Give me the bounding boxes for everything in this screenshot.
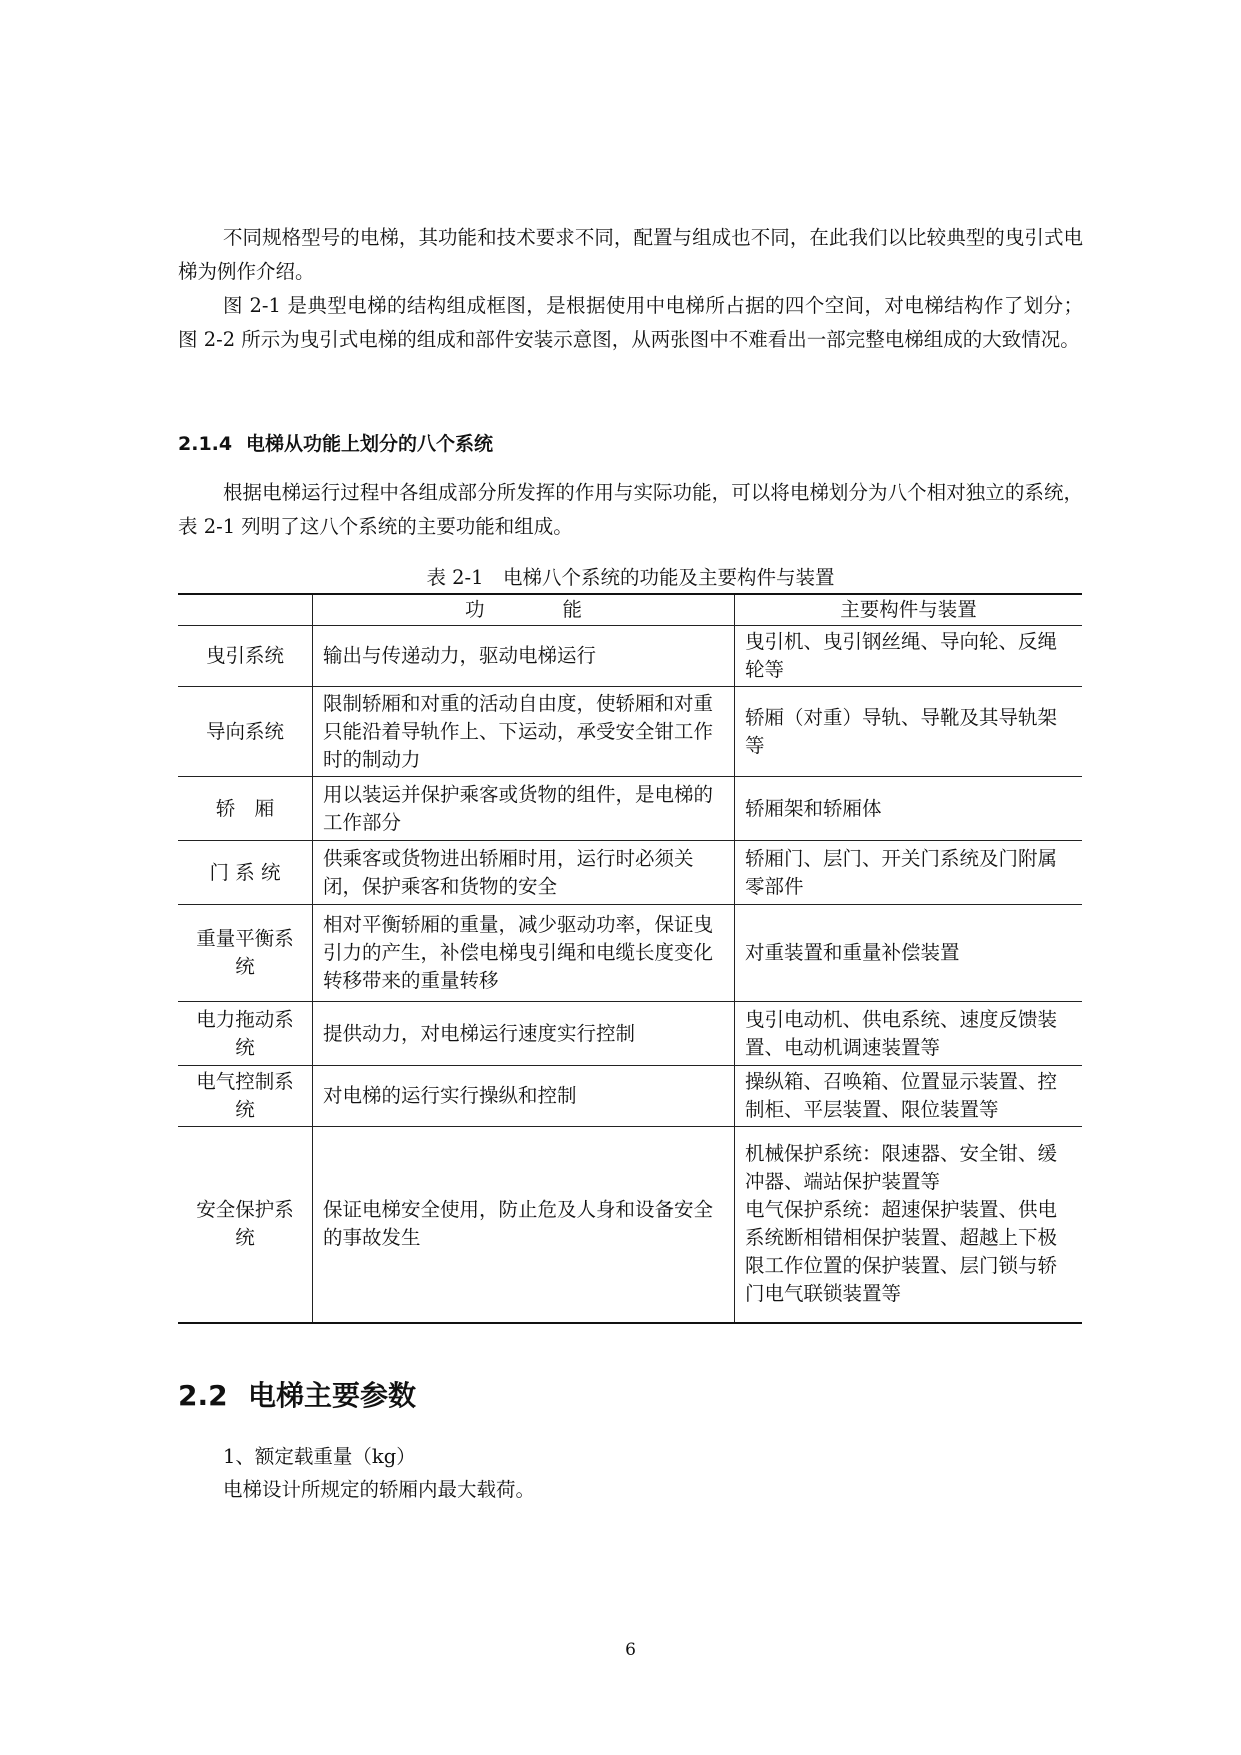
- table-row: [178, 1127, 1082, 1323]
- components-electrical: 电气保护系统：超速保护装置、供电系统断相错相保护装置、超越上下极限工作位置的保护装置、层门锁与轿门电气联锁装置等: [745, 1198, 1058, 1306]
- components-cell: 曳引电动机、供电系统、速度反馈装置、电动机调速装置等: [735, 1002, 1083, 1066]
- section-title: 电梯主要参数: [248, 1379, 417, 1412]
- subsection-paragraph: 根据电梯运行过程中各组成部分所发挥的作用与实际功能，可以将电梯划分为八个相对独立的系统，表 2-1 列明了这八个系统的主要功能和组成。: [178, 481, 1083, 538]
- document-page: [178, 0, 1083, 1755]
- section-number: 2.2: [178, 1379, 228, 1412]
- components-cell: 轿厢门、层门、开关门系统及门附属零部件: [735, 841, 1083, 905]
- system-cell: 门 系 统: [178, 841, 313, 905]
- section-heading: [178, 1374, 416, 1414]
- function-cell: 相对平衡轿厢的重量，减少驱动功率，保证曳引力的产生，补偿电梯曳引绳和电缆长度变化转移带来的重量转移: [313, 905, 735, 1002]
- components-cell: 曳引机、曳引钢丝绳、导向轮、反绳轮等: [735, 626, 1083, 687]
- components-cell: 轿厢架和轿厢体: [735, 777, 1083, 841]
- table-header-row: [178, 594, 1082, 626]
- systems-table: [178, 593, 1082, 1324]
- intro-paragraph-1: 不同规格型号的电梯，其功能和技术要求不同，配置与组成也不同，在此我们以比较典型的曳引式电梯为例作介绍。: [178, 226, 1083, 283]
- item-title: 1、额定载重量（kg）: [223, 1445, 416, 1468]
- table-row: [178, 905, 1082, 1002]
- table-header-components: 主要构件与装置: [735, 594, 1083, 626]
- function-cell: 提供动力，对电梯运行速度实行控制: [313, 1002, 735, 1066]
- function-cell: 限制轿厢和对重的活动自由度，使轿厢和对重只能沿着导轨作上、下运动，承受安全钳工作时的制动力: [313, 687, 735, 777]
- table-row: [178, 841, 1082, 905]
- table-caption: 表 2-1 电梯八个系统的功能及主要构件与装置: [426, 566, 835, 589]
- components-cell: 对重装置和重量补偿装置: [735, 905, 1083, 1002]
- components-cell: [735, 1127, 1083, 1323]
- table-row: [178, 626, 1082, 687]
- system-cell: 安全保护系统: [178, 1127, 313, 1323]
- subsection-title: 电梯从功能上划分的八个系统: [246, 433, 494, 455]
- page-number: 6: [625, 1640, 636, 1660]
- function-cell: 对电梯的运行实行操纵和控制: [313, 1066, 735, 1127]
- table-row: [178, 777, 1082, 841]
- intro-paragraph-2: 图 2-1 是典型电梯的结构组成框图，是根据使用中电梯所占据的四个空间，对电梯结构作了划分；图 2-2 所示为曳引式电梯的组成和部件安装示意图，从两张图中不难看出一部完整电梯组成的大致情况。: [178, 294, 1083, 351]
- components-cell: 轿厢（对重）导轨、导靴及其导轨架等: [735, 687, 1083, 777]
- system-cell: 曳引系统: [178, 626, 313, 687]
- function-cell: 输出与传递动力，驱动电梯运行: [313, 626, 735, 687]
- components-cell: 操纵箱、召唤箱、位置显示装置、控制柜、平层装置、限位装置等: [735, 1066, 1083, 1127]
- table-header-system: [178, 594, 313, 626]
- function-cell: 保证电梯安全使用，防止危及人身和设备安全的事故发生: [313, 1127, 735, 1323]
- system-cell: 电气控制系统: [178, 1066, 313, 1127]
- item-text: 电梯设计所规定的轿厢内最大载荷。: [223, 1478, 536, 1501]
- subsection-heading: [178, 429, 493, 456]
- components-mechanical: 机械保护系统：限速器、安全钳、缓冲器、端站保护装置等: [745, 1142, 1058, 1194]
- function-cell: 用以装运并保护乘客或货物的组件，是电梯的工作部分: [313, 777, 735, 841]
- system-cell: 轿 厢: [178, 777, 313, 841]
- system-cell: 重量平衡系统: [178, 905, 313, 1002]
- table-header-function: 功 能: [313, 594, 735, 626]
- table-row: [178, 1002, 1082, 1066]
- function-cell: 供乘客或货物进出轿厢时用，运行时必须关闭，保护乘客和货物的安全: [313, 841, 735, 905]
- system-cell: 电力拖动系统: [178, 1002, 313, 1066]
- table-row: [178, 1066, 1082, 1127]
- table-row: [178, 687, 1082, 777]
- subsection-number: 2.1.4: [178, 433, 233, 455]
- system-cell: 导向系统: [178, 687, 313, 777]
